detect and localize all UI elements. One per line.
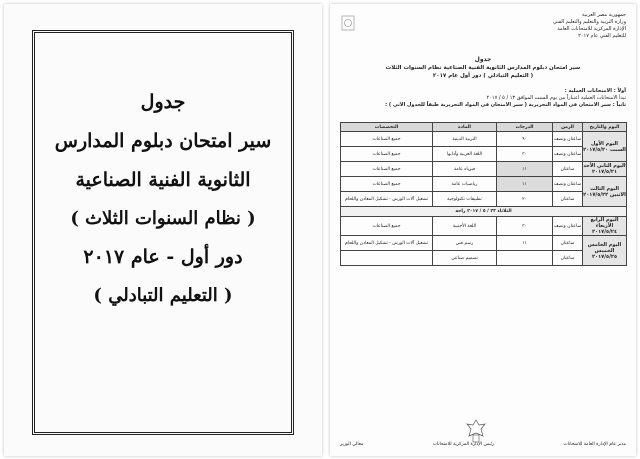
exam-schedule-table xyxy=(340,122,627,266)
cover-page xyxy=(4,4,322,456)
signature-row xyxy=(340,442,626,448)
time-cell: ساعتان xyxy=(553,251,583,266)
spec-cell: تشغيل آلات الورش - تشكيل المعادن واللحام xyxy=(341,192,433,207)
column-header: المادة xyxy=(433,123,497,132)
eagle-emblem-icon xyxy=(465,418,487,444)
score-cell: ٣٠ xyxy=(497,217,553,236)
time-cell: ساعتان ونصف xyxy=(553,132,583,147)
note-heading-2: ثانياً : سير الامتحان في المواد التحريرية ( سير الامتحان في المواد التحريرية طبقاً للجدول الآتي ) : xyxy=(385,102,626,108)
table-row xyxy=(341,132,627,147)
note-line: تبدأ الامتحانات العملية اعتباراً من يوم السبت الموافق ١٣ / ٥ / ٢٠١٧ xyxy=(486,95,626,101)
spec-cell xyxy=(341,251,433,266)
score-cell: ٢٠ xyxy=(497,192,553,207)
header-line: جمهورية مصر العربية xyxy=(582,12,626,18)
score-cell: ١١ xyxy=(497,162,553,177)
cover-title-block xyxy=(35,93,291,305)
header-line: الإدارة المركزية للامتحانات العامة xyxy=(557,26,626,32)
title-line: جدول xyxy=(474,56,492,63)
note-heading: أولاً : الامتحانات العملية : xyxy=(564,88,626,94)
cover-line-track: ( التعليم التبادلي ) xyxy=(93,285,233,306)
time-cell: ساعتان xyxy=(553,192,583,207)
time-cell: ساعتان ونصف xyxy=(553,177,583,192)
day-cell: اليوم الخامس الخميس ٢٠١٧/٥/٢٥ xyxy=(583,236,627,266)
cover-border xyxy=(32,30,294,435)
day-cell: اليوم الأول السبت ٢٠١٧/٥/٢٠ xyxy=(583,132,627,162)
spec-cell: جميع الصناعات xyxy=(341,147,433,162)
spec-cell: جميع الصناعات xyxy=(341,132,433,147)
day-cell: اليوم الثاني الأحد ٢٠١٧/٥/٢١ xyxy=(583,163,626,175)
title-line: سير امتحان دبلوم المدارس الثانوية الفنية الصناعية نظام السنوات الثلاث xyxy=(385,65,581,71)
spec-cell: جميع الصناعات xyxy=(341,177,433,192)
score-cell xyxy=(497,251,553,266)
score-cell: ٩٠ xyxy=(497,132,553,147)
signature-title: مدير عام الإدارة العامة للامتحانات xyxy=(563,442,626,447)
header-line: للتعليم الفني عام ٢٠١٧ xyxy=(578,33,626,39)
subject-cell: التربية الدينية xyxy=(433,132,497,147)
subject-cell: تصميم صناعي xyxy=(433,251,497,266)
column-header: الدرجات xyxy=(497,123,553,132)
cover-line-year: دور أول - عام ٢٠١٧ xyxy=(83,246,243,268)
cover-line-heading: جدول xyxy=(140,91,186,113)
cover-line-exam: سير امتحان دبلوم المدارس xyxy=(54,130,272,152)
column-header: اليوم والتاريخ xyxy=(583,123,627,132)
ministry-logo-icon xyxy=(340,14,356,32)
table-row xyxy=(341,177,627,192)
spec-cell: جميع الصناعات xyxy=(341,162,433,177)
score-cell: ١١ xyxy=(497,236,553,251)
score-cell: ١١ xyxy=(497,177,553,192)
spec-cell: جميع الصناعات xyxy=(341,217,433,236)
column-header: الزمن xyxy=(553,123,583,132)
rest-day-banner: الثلاثاء ٢٣ / ٥ / ٢٠١٧ راحة xyxy=(341,207,627,217)
subject-cell: رسم فني xyxy=(433,236,497,251)
schedule-title xyxy=(330,56,636,80)
spec-cell: تشغيل آلات الورش - تشكيل المعادن واللحام xyxy=(341,236,433,251)
subject-cell: فيزياء عامة xyxy=(433,162,497,177)
subject-cell: رياضيات عامة xyxy=(433,177,497,192)
day-cell: اليوم الرابع الأربعاء ٢٠١٧/٥/٢٤ xyxy=(583,217,627,236)
header-line: وزارة التربية والتعليم والتعليم الفني xyxy=(553,19,626,25)
ministry-header xyxy=(553,12,626,40)
subject-cell: اللغة العربية وآدابها xyxy=(433,147,497,162)
title-line: ( التعليم التبادلي ) دور أول عام ٢٠١٧ xyxy=(432,73,534,79)
subject-cell: تطبيقات تكنولوجية xyxy=(433,192,497,207)
rest-day-row xyxy=(341,207,627,217)
table-row xyxy=(341,217,627,236)
table-header-row xyxy=(341,123,627,132)
table-row xyxy=(341,162,627,177)
time-cell: ساعتان ونصف xyxy=(553,147,583,162)
cover-line-school: الثانوية الفنية الصناعية xyxy=(75,169,251,191)
table-row xyxy=(341,236,627,251)
time-cell: ساعتان xyxy=(553,162,583,177)
schedule-page xyxy=(330,4,636,456)
time-cell: ساعتان xyxy=(553,236,583,251)
cover-line-system: ( نظام السنوات الثلاث ) xyxy=(70,208,256,229)
signature-title: معالي الوزير xyxy=(340,442,364,447)
schedule-notes xyxy=(340,88,626,109)
time-cell: ساعتان ونصف xyxy=(553,217,583,236)
subject-cell: اللغة الأجنبية xyxy=(433,217,497,236)
signature-title: رئيس الإدارة المركزية للامتحانات xyxy=(432,442,495,447)
day-cell: اليوم الثالث الاثنين ٢٠١٧/٥/٢٢ xyxy=(583,177,627,207)
score-cell: ٣٠ xyxy=(497,147,553,162)
column-header: التخصصات xyxy=(341,123,433,132)
